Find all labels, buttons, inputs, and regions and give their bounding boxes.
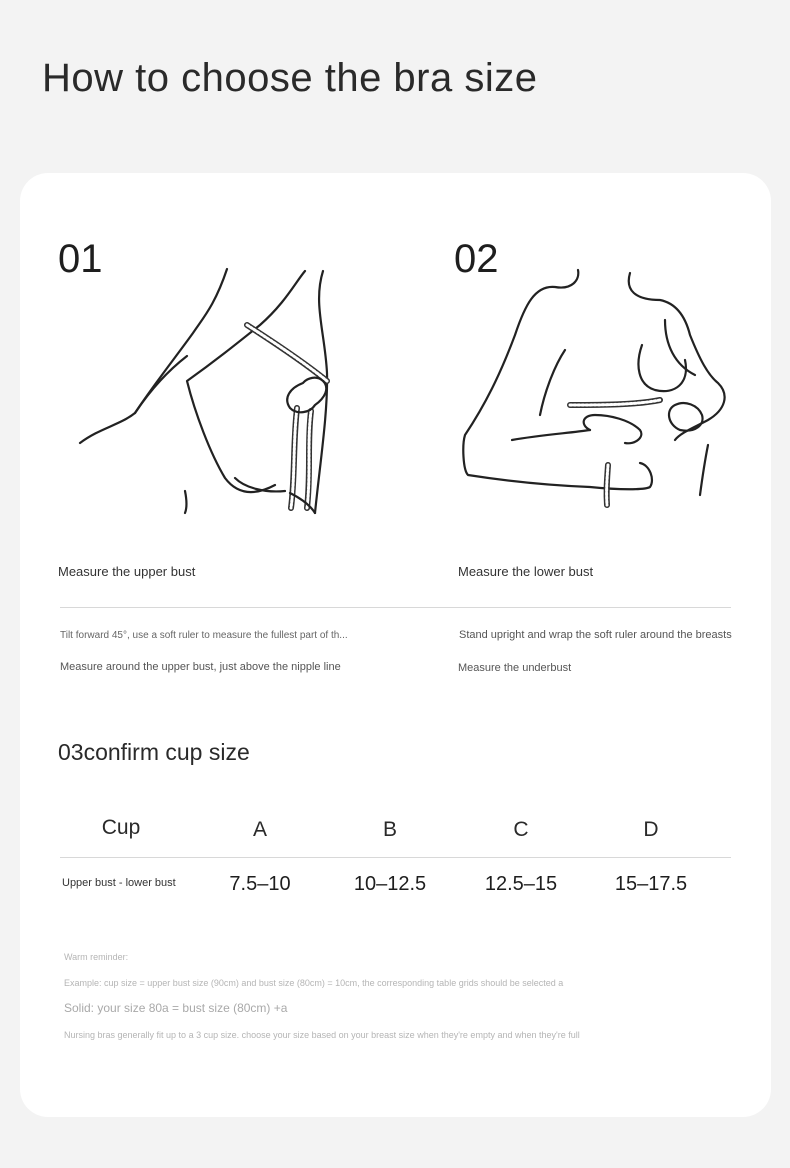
cup-value-c: 12.5–15 [484, 873, 558, 895]
cup-section-title: 03confirm cup size [58, 739, 250, 765]
reminder-example: Example: cup size = upper bust size (90cm) and bust size (80cm) = 10cm, the corresponding table grids should be selected a [64, 978, 564, 988]
step-02-instruction: Stand upright and wrap the soft ruler around the breasts [459, 629, 732, 641]
cup-header-b: B [382, 818, 397, 841]
steps-divider [60, 607, 731, 608]
reminder-heading: Warm reminder: [64, 952, 129, 962]
cup-table-divider [60, 857, 731, 858]
cup-header-d: D [643, 818, 659, 841]
cup-value-b: 10–12.5 [353, 873, 427, 895]
step-02-caption: Measure the lower bust [458, 564, 594, 579]
reminder-solid: Solid: your size 80a = bust size (80cm) +a [64, 1001, 288, 1015]
step-01-caption: Measure the upper bust [58, 564, 196, 579]
lower-bust-measure-illustration-icon [460, 265, 735, 520]
step-02-note: Measure the underbust [458, 662, 572, 674]
step-number-02: 02 [454, 237, 499, 281]
cup-header-a: A [252, 818, 267, 841]
cup-header-c: C [513, 818, 529, 841]
size-guide-card [20, 173, 771, 1117]
cup-value-d: 15–17.5 [614, 873, 688, 895]
upper-bust-measure-illustration-icon [75, 263, 335, 518]
cup-row-label: Upper bust - lower bust [62, 877, 176, 889]
step-01-note: Measure around the upper bust, just above the nipple line [60, 661, 341, 673]
step-01-instruction: Tilt forward 45°, use a soft ruler to measure the fullest part of th... [60, 630, 348, 641]
cup-header-label: Cup [101, 816, 141, 839]
cup-value-a: 7.5–10 [229, 873, 291, 895]
step-number-01: 01 [58, 237, 103, 281]
page-title: How to choose the bra size [42, 56, 538, 100]
reminder-nursing: Nursing bras generally fit up to a 3 cup size. choose your size based on your breast size when they're empty and when they're full [64, 1030, 580, 1040]
